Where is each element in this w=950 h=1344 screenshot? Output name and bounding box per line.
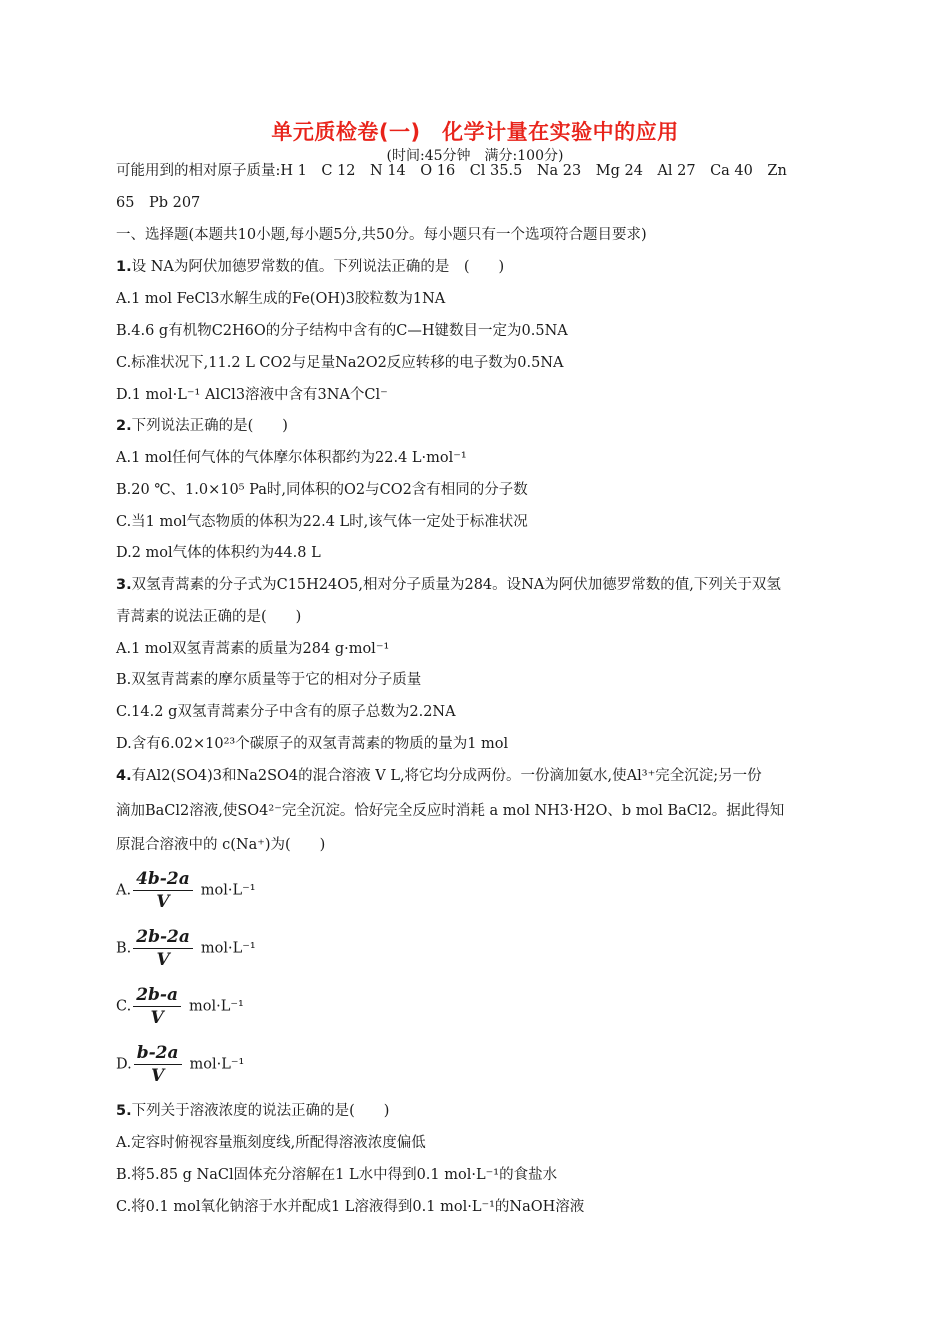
- q2-option-c: C.当1 mol气态物质的体积为22.4 L时,该气体一定处于标准状况: [116, 514, 528, 530]
- fraction: [133, 985, 181, 1028]
- option-label: D.: [116, 1056, 132, 1073]
- question-4-stem-line-2: 滴加BaCl2溶液,使SO4²⁻完全沉淀。恰好完全反应时消耗 a mol NH3·H2O、b mol BaCl2。据此得知: [116, 803, 785, 819]
- option-unit: mol·L⁻¹: [200, 940, 256, 957]
- q5-option-a: A.定容时俯视容量瓶刻度线,所配得溶液浓度偏低: [116, 1135, 426, 1151]
- page-title: 单元质检卷(一) 化学计量在实验中的应用: [271, 120, 679, 144]
- option-label: A.: [116, 882, 132, 899]
- atomic-masses-line-1: 可能用到的相对原子质量:H 1 C 12 N 14 O 16 Cl 35.5 Na 23 Mg 24 Al 27 Ca 40 Zn: [116, 163, 787, 179]
- question-2: [116, 416, 288, 436]
- question-stem: 下列关于溶液浓度的说法正确的是( ): [131, 1103, 390, 1119]
- option-label: C.: [116, 998, 132, 1015]
- option-label: B.: [116, 940, 132, 957]
- q3-option-a: A.1 mol双氢青蒿素的质量为284 g·mol⁻¹: [116, 641, 390, 657]
- q4-option-d: [116, 1043, 244, 1086]
- question-stem-line-1: 有Al2(SO4)3和Na2SO4的混合溶液 V L,将它均分成两份。一份滴加氨水,使Al³⁺完全沉淀;另一份: [131, 768, 762, 784]
- q3-option-c: C.14.2 g双氢青蒿素分子中含有的原子总数为2.2NA: [116, 704, 456, 720]
- question-4: [116, 766, 762, 786]
- fraction-numerator: b-2a: [134, 1043, 182, 1065]
- q1-option-a: A.1 mol FeCl3水解生成的Fe(OH)3胶粒数为1NA: [116, 291, 446, 307]
- question-number: 3.: [116, 577, 132, 593]
- option-unit: mol·L⁻¹: [188, 998, 244, 1015]
- question-number: 1.: [116, 259, 132, 275]
- q5-option-b: B.将5.85 g NaCl固体充分溶解在1 L水中得到0.1 mol·L⁻¹的食盐水: [116, 1167, 558, 1183]
- q2-option-a: A.1 mol任何气体的气体摩尔体积都约为22.4 L·mol⁻¹: [116, 450, 467, 466]
- q1-option-d: D.1 mol·L⁻¹ AlCl3溶液中含有3NA个Cl⁻: [116, 387, 388, 403]
- fraction: [133, 927, 193, 970]
- q4-option-a: [116, 869, 256, 912]
- question-1: [116, 257, 504, 277]
- q4-option-b: [116, 927, 256, 970]
- question-stem: 设 NA为阿伏加德罗常数的值。下列说法正确的是 ( ): [131, 259, 505, 275]
- question-5: [116, 1101, 389, 1121]
- option-unit: mol·L⁻¹: [189, 1056, 245, 1073]
- fraction: [134, 1043, 182, 1086]
- q1-option-c: C.标准状况下,11.2 L CO2与足量Na2O2反应转移的电子数为0.5NA: [116, 355, 564, 371]
- fraction-denominator: V: [150, 1008, 164, 1028]
- q3-option-b: B.双氢青蒿素的摩尔质量等于它的相对分子质量: [116, 672, 422, 688]
- q2-option-d: D.2 mol气体的体积约为44.8 L: [116, 545, 321, 561]
- question-3: [116, 575, 781, 595]
- fraction-denominator: V: [156, 950, 170, 970]
- question-stem: 下列说法正确的是( ): [131, 418, 288, 434]
- question-number: 4.: [116, 768, 132, 784]
- question-number: 5.: [116, 1103, 132, 1119]
- fraction-numerator: 2b-a: [133, 985, 181, 1007]
- section-heading: 一、选择题(本题共10小题,每小题5分,共50分。每小题只有一个选项符合题目要求): [116, 227, 647, 243]
- fraction: [133, 869, 193, 912]
- q2-option-b: B.20 ℃、1.0×10⁵ Pa时,同体积的O2与CO2含有相同的分子数: [116, 482, 528, 498]
- fraction-denominator: V: [151, 1066, 165, 1086]
- fraction-numerator: 4b-2a: [133, 869, 193, 891]
- question-number: 2.: [116, 418, 132, 434]
- page-subtitle: (时间:45分钟 满分:100分): [386, 148, 564, 164]
- fraction-denominator: V: [156, 892, 170, 912]
- option-unit: mol·L⁻¹: [200, 882, 256, 899]
- atomic-masses-line-2: 65 Pb 207: [116, 195, 201, 211]
- question-stem-line-1: 双氢青蒿素的分子式为C15H24O5,相对分子质量为284。设NA为阿伏加德罗常数的值,下列关于双氢: [131, 577, 781, 593]
- q3-option-d: D.含有6.02×10²³个碳原子的双氢青蒿素的物质的量为1 mol: [116, 736, 509, 752]
- question-4-stem-line-3: 原混合溶液中的 c(Na⁺)为( ): [116, 837, 326, 853]
- question-3-stem-line-2: 青蒿素的说法正确的是( ): [116, 609, 302, 625]
- q1-option-b: B.4.6 g有机物C2H6O的分子结构中含有的C—H键数目一定为0.5NA: [116, 323, 568, 339]
- q5-option-c: C.将0.1 mol氧化钠溶于水并配成1 L溶液得到0.1 mol·L⁻¹的NaOH溶液: [116, 1199, 585, 1215]
- fraction-numerator: 2b-2a: [133, 927, 193, 949]
- q4-option-c: [116, 985, 244, 1028]
